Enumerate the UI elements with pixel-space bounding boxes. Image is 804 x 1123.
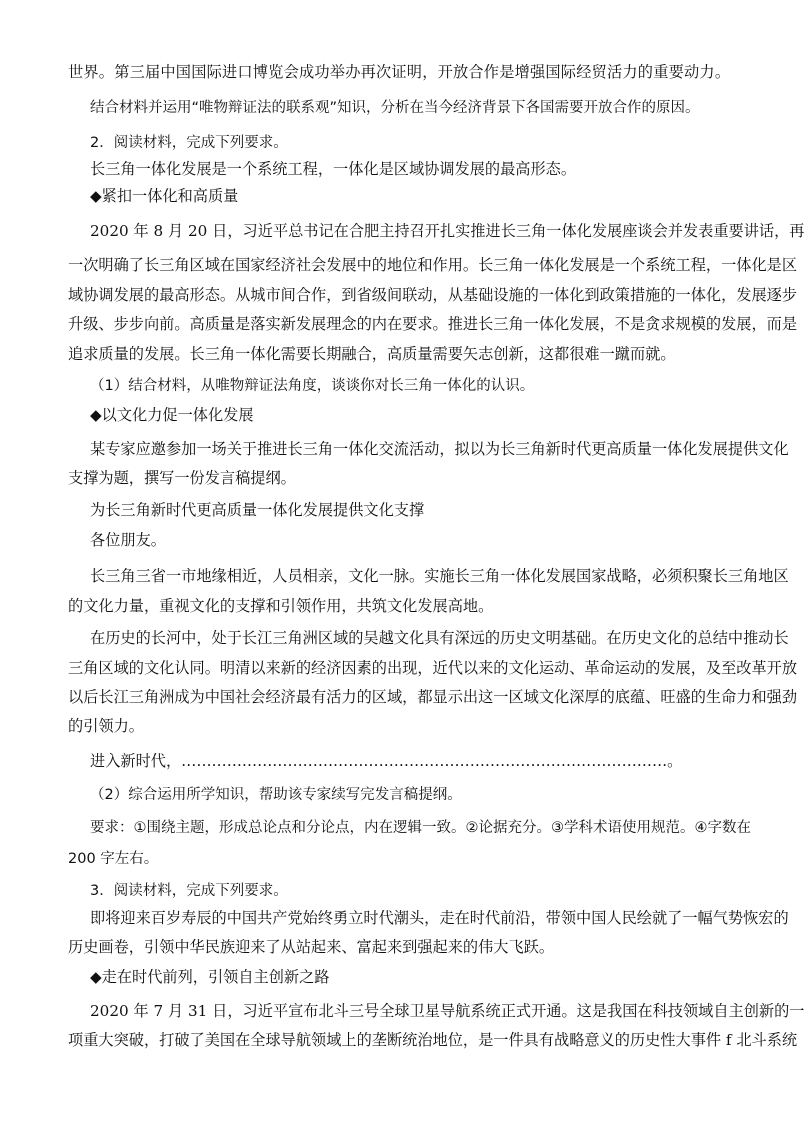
text-line: 即将迎来百岁寿辰的中国共产党始终勇立时代潮头，走在时代前沿，带领中国人民绘就了一幅气势恢宏的 — [90, 909, 789, 927]
text-line: 以后长江三角洲成为中国社会经济最有活力的区域，都显示出这一区域文化深厚的底蕴、旺盛的生命力和强劲 — [68, 688, 797, 706]
text-line: 进入新时代，……………………………………………………………………………………。 — [90, 752, 683, 770]
text-line: 2020 年 8 月 20 日，习近平总书记在合肥主持召开扎实推进长三角一体化发展座谈会并发表重要讲话，再 — [90, 222, 804, 240]
sub-question: （2）综合运用所学知识，帮助该专家续写完发言稿提纲。 — [90, 787, 462, 803]
requirements-line: 要求：①围绕主题，形成总论点和分论点，内在逻辑一致。②论据充分。③学科术语使用规范。④字数在 — [90, 820, 751, 836]
question-heading: 2．阅读材料，完成下列要求。 — [90, 135, 288, 151]
sub-question: （1）结合材料，从唯物辩证法角度，谈谈你对长三角一体化的认识。 — [90, 378, 535, 394]
section-heading: ◆紧扣一体化和高质量 — [90, 187, 239, 205]
text-line: 三角区域的文化认同。明清以来新的经济因素的出现，近代以来的文化运动、革命运动的发展，及至改革开放 — [68, 659, 797, 677]
requirements-line: 200 字左右。 — [68, 851, 159, 867]
text-line: 升级、步步向前。高质量是落实新发展理念的内在要求。推进长三角一体化发展，不是贪求规模的发展，而是 — [68, 315, 797, 333]
text-line: 支撑为题，撰写一份发言稿提纲。 — [68, 469, 296, 487]
text-line: 的引领力。 — [68, 717, 144, 735]
text-line: 某专家应邀参加一场关于推进长三角一体化交流活动，拟以为长三角新时代更高质量一体化发展提供文化 — [90, 440, 789, 458]
text-line: 2020 年 7 月 31 日，习近平宣布北斗三号全球卫星导航系统正式开通。这是我国在科技领域自主创新的一 — [90, 1002, 804, 1020]
section-heading: ◆以文化力促一体化发展 — [90, 406, 254, 424]
text-line: 历史画卷，引领中华民族迎来了从站起来、富起来到强起来的伟大飞跃。 — [68, 938, 554, 956]
text-line: 长三角三省一市地缘相近，人员相亲，文化一脉。实施长三角一体化发展国家战略，必须积聚长三角地区 — [90, 567, 789, 585]
text-line: 各位朋友。 — [90, 531, 166, 549]
text-line: 追求质量的发展。长三角一体化需要长期融合，高质量需要矢志创新，这都很难一蹴而就。 — [68, 345, 676, 363]
text-line: 的文化力量，重视文化的支撑和引领作用，共筑文化发展高地。 — [68, 597, 494, 615]
text-line: 域协调发展的最高形态。从城市间合作，到省级间联动，从基础设施的一体化到政策措施的一体化，发展逐步 — [68, 286, 797, 304]
speech-title: 为长三角新时代更高质量一体化发展提供文化支撑 — [90, 501, 425, 519]
text-line: 在历史的长河中，处于长江三角洲区域的吴越文化具有深远的历史文明基础。在历史文化的总结中推动长 — [90, 629, 789, 647]
section-heading: ◆走在时代前列，引领自主创新之路 — [90, 968, 330, 986]
text-line: 长三角一体化发展是一个系统工程，一体化是区域协调发展的最高形态。 — [90, 160, 576, 178]
text-line: 世界。第三届中国国际进口博览会成功举办再次证明，开放合作是增强国际经贸活力的重要动力。 — [68, 63, 730, 81]
question-heading: 3．阅读材料，完成下列要求。 — [90, 883, 288, 899]
text-line: 项重大突破，打破了美国在全球导航领域上的垄断统治地位，是一件具有战略意义的历史性大事件 f 北斗系统 — [68, 1031, 798, 1049]
text-line: 一次明确了长三角区域在国家经济社会发展中的地位和作用。长三角一体化发展是一个系统工程，一体化是区 — [68, 256, 797, 274]
question-prompt: 结合材料并运用“唯物辩证法的联系观”知识，分析在当今经济背景下各国需要开放合作的原因。 — [90, 100, 700, 116]
